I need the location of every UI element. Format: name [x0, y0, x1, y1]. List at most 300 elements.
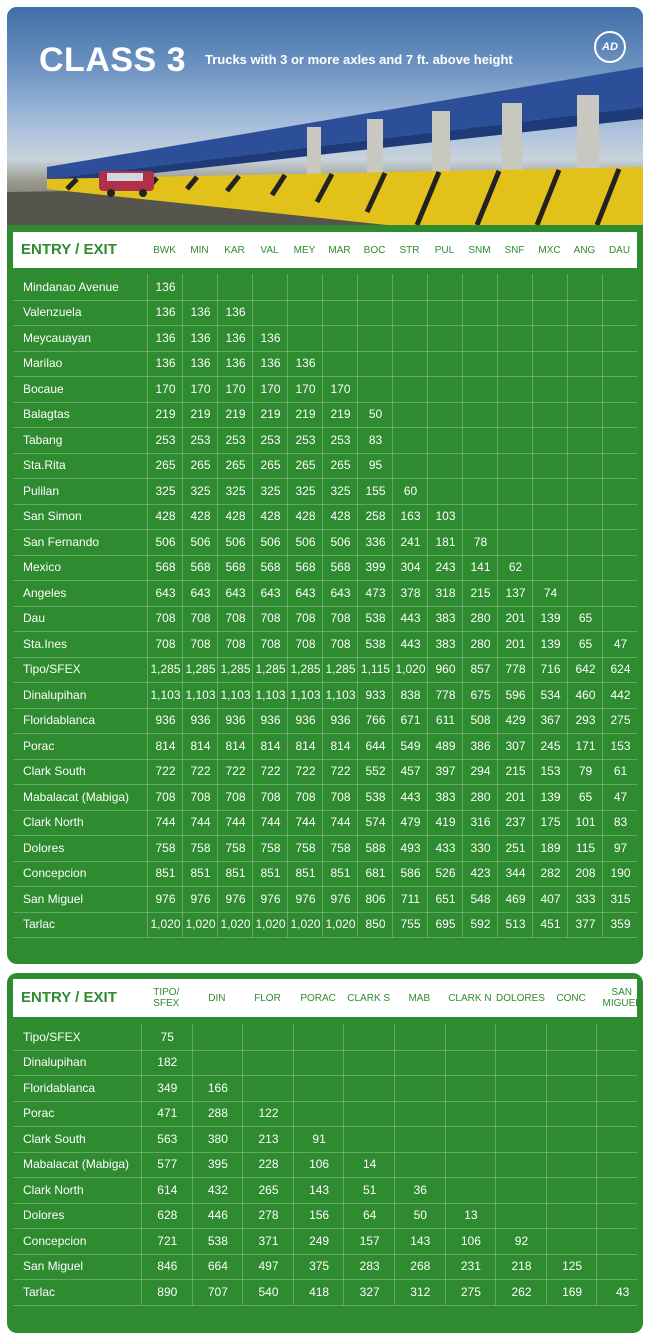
toll-cell: 976 [147, 886, 183, 912]
toll-cell: 976 [217, 886, 253, 912]
toll-cell: 262 [495, 1279, 547, 1305]
column-header: MXC [538, 244, 561, 256]
toll-cell: 170 [322, 376, 358, 402]
empty-cell [497, 427, 533, 453]
row-label: Angeles [23, 585, 67, 600]
toll-cell: 208 [567, 861, 603, 887]
toll-cell: 722 [287, 759, 323, 785]
column-header: CLARK N [448, 992, 492, 1004]
toll-cell: 175 [532, 810, 568, 836]
toll-cell: 125 [546, 1254, 598, 1280]
empty-cell [495, 1152, 547, 1178]
toll-cell: 1,285 [147, 657, 183, 683]
toll-cell: 423 [462, 861, 498, 887]
toll-cell: 457 [392, 759, 428, 785]
toll-cell: 170 [287, 376, 323, 402]
empty-cell [567, 504, 603, 530]
toll-cell: 721 [141, 1228, 193, 1254]
empty-cell [462, 453, 498, 479]
toll-cell: 95 [357, 453, 393, 479]
column-header: PUL [434, 244, 455, 256]
empty-cell [532, 402, 568, 428]
empty-cell [602, 427, 638, 453]
toll-cell: 643 [252, 580, 288, 606]
empty-cell [602, 606, 638, 632]
toll-cell: 442 [602, 682, 638, 708]
column-header: SNM [468, 244, 491, 256]
toll-cell: 814 [217, 733, 253, 759]
toll-cell: 758 [287, 835, 323, 861]
toll-cell: 75 [141, 1024, 193, 1050]
toll-cell: 219 [217, 402, 253, 428]
toll-cell: 936 [182, 708, 218, 734]
empty-cell [287, 325, 323, 351]
toll-cell: 643 [182, 580, 218, 606]
empty-cell [343, 1024, 395, 1050]
table-row [13, 1254, 637, 1281]
toll-cell: 568 [182, 555, 218, 581]
empty-cell [602, 580, 638, 606]
toll-cell: 219 [147, 402, 183, 428]
empty-cell [252, 300, 288, 326]
toll-cell: 1,103 [147, 682, 183, 708]
empty-cell [546, 1075, 598, 1101]
toll-cell: 497 [242, 1254, 294, 1280]
toll-cell: 643 [147, 580, 183, 606]
toll-cell: 1,103 [252, 682, 288, 708]
toll-cell: 744 [147, 810, 183, 836]
empty-cell [462, 402, 498, 428]
toll-cell: 407 [532, 886, 568, 912]
empty-cell [445, 1075, 497, 1101]
empty-cell [567, 453, 603, 479]
toll-cell: 976 [252, 886, 288, 912]
toll-cell: 43 [596, 1279, 643, 1305]
empty-cell [495, 1050, 547, 1076]
empty-cell [602, 453, 638, 479]
toll-cell: 83 [602, 810, 638, 836]
toll-cell: 708 [322, 631, 358, 657]
toll-cell: 265 [217, 453, 253, 479]
empty-cell [394, 1024, 446, 1050]
toll-cell: 419 [427, 810, 463, 836]
toll-cell: 136 [147, 274, 183, 300]
toll-cell: 316 [462, 810, 498, 836]
toll-cell: 1,285 [252, 657, 288, 683]
row-label: Clark North [23, 1182, 84, 1197]
empty-cell [427, 402, 463, 428]
row-label: Dinalupihan [23, 1055, 87, 1070]
empty-cell [602, 402, 638, 428]
toll-cell: 806 [357, 886, 393, 912]
toll-cell: 432 [192, 1177, 244, 1203]
toll-cell: 61 [602, 759, 638, 785]
empty-cell [242, 1050, 294, 1076]
toll-cell: 744 [252, 810, 288, 836]
toll-cell: 13 [445, 1203, 497, 1229]
toll-cell: 190 [602, 861, 638, 887]
empty-cell [546, 1152, 598, 1178]
toll-cell: 708 [322, 606, 358, 632]
empty-cell [596, 1203, 643, 1229]
empty-cell [532, 300, 568, 326]
empty-cell [546, 1024, 598, 1050]
toll-cell: 506 [252, 529, 288, 555]
empty-cell [567, 376, 603, 402]
toll-cell: 288 [192, 1101, 244, 1127]
toll-cell: 143 [293, 1177, 345, 1203]
empty-cell [602, 529, 638, 555]
toll-cell: 473 [357, 580, 393, 606]
empty-cell [596, 1228, 643, 1254]
column-header: DOLORES [496, 992, 545, 1004]
toll-cell: 851 [182, 861, 218, 887]
table-row [13, 300, 637, 327]
table-row [13, 529, 637, 556]
toll-cell: 890 [141, 1279, 193, 1305]
toll-cell: 538 [357, 606, 393, 632]
toll-cell: 681 [357, 861, 393, 887]
toll-cell: 758 [252, 835, 288, 861]
toll-cell: 744 [322, 810, 358, 836]
toll-cell: 156 [293, 1203, 345, 1229]
toll-cell: 695 [427, 912, 463, 938]
toll-cell: 851 [252, 861, 288, 887]
empty-cell [392, 351, 428, 377]
toll-cell: 65 [567, 606, 603, 632]
empty-cell [392, 274, 428, 300]
toll-cell: 708 [217, 784, 253, 810]
toll-cell: 428 [147, 504, 183, 530]
empty-cell [322, 300, 358, 326]
toll-cell: 399 [357, 555, 393, 581]
row-label: Bocaue [23, 381, 64, 396]
empty-cell [293, 1101, 345, 1127]
toll-cell: 219 [322, 402, 358, 428]
toll-cell: 506 [217, 529, 253, 555]
empty-cell [462, 274, 498, 300]
empty-cell [497, 274, 533, 300]
toll-cell: 91 [293, 1126, 345, 1152]
toll-cell: 378 [392, 580, 428, 606]
empty-cell [357, 376, 393, 402]
row-label: Sta.Rita [23, 458, 66, 473]
toll-plaza-illustration [7, 7, 643, 225]
toll-cell: 506 [322, 529, 358, 555]
table-row [13, 759, 637, 786]
empty-cell [497, 376, 533, 402]
toll-cell: 568 [322, 555, 358, 581]
empty-cell [602, 504, 638, 530]
empty-cell [532, 351, 568, 377]
row-label: Mabalacat (Mabiga) [23, 1157, 130, 1172]
toll-cell: 552 [357, 759, 393, 785]
toll-cell: 708 [252, 784, 288, 810]
table-row [13, 912, 637, 939]
row-label: Concepcion [23, 866, 87, 881]
toll-cell: 708 [322, 784, 358, 810]
toll-cell: 258 [357, 504, 393, 530]
toll-cell: 201 [497, 606, 533, 632]
toll-cell: 778 [427, 682, 463, 708]
row-label: Mindanao Avenue [23, 279, 119, 294]
toll-cell: 318 [427, 580, 463, 606]
toll-cell: 371 [242, 1228, 294, 1254]
table-row [13, 376, 637, 403]
empty-cell [427, 453, 463, 479]
row-label: Dolores [23, 1208, 65, 1223]
toll-cell: 336 [357, 529, 393, 555]
toll-cell: 755 [392, 912, 428, 938]
toll-cell: 479 [392, 810, 428, 836]
empty-cell [445, 1101, 497, 1127]
empty-cell [427, 478, 463, 504]
empty-cell [293, 1075, 345, 1101]
column-header: MIN [190, 244, 209, 256]
column-header: FLOR [254, 992, 281, 1004]
toll-cell: 157 [343, 1228, 395, 1254]
empty-cell [242, 1075, 294, 1101]
column-header: MAB [408, 992, 431, 1004]
toll-cell: 253 [252, 427, 288, 453]
column-header: DIN [208, 992, 226, 1004]
toll-cell: 1,285 [322, 657, 358, 683]
toll-cell: 722 [322, 759, 358, 785]
toll-cell: 153 [602, 733, 638, 759]
empty-cell [497, 504, 533, 530]
empty-cell [596, 1050, 643, 1076]
toll-cell: 716 [532, 657, 568, 683]
toll-cell: 526 [427, 861, 463, 887]
empty-cell [567, 351, 603, 377]
column-header: STR [399, 244, 420, 256]
table-row [13, 1024, 637, 1051]
toll-cell: 443 [392, 631, 428, 657]
toll-cell: 64 [343, 1203, 395, 1229]
toll-cell: 1,285 [217, 657, 253, 683]
toll-cell: 506 [147, 529, 183, 555]
toll-cell: 155 [357, 478, 393, 504]
toll-cell: 976 [287, 886, 323, 912]
toll-cell: 708 [252, 631, 288, 657]
toll-cell: 280 [462, 606, 498, 632]
toll-cell: 231 [445, 1254, 497, 1280]
page-subtitle: Trucks with 3 or more axles and 7 ft. above height [205, 52, 513, 67]
empty-cell [596, 1254, 643, 1280]
toll-cell: 851 [287, 861, 323, 887]
toll-cell: 359 [602, 912, 638, 938]
toll-cell: 428 [322, 504, 358, 530]
toll-cell: 1,020 [182, 912, 218, 938]
toll-cell: 708 [147, 631, 183, 657]
table-row [13, 682, 637, 709]
row-label: Clark South [23, 1131, 86, 1146]
toll-cell: 265 [147, 453, 183, 479]
table-row [13, 1177, 637, 1204]
toll-cell: 141 [462, 555, 498, 581]
column-header: PORAC [300, 992, 336, 1004]
toll-cell: 170 [252, 376, 288, 402]
toll-cell: 106 [293, 1152, 345, 1178]
empty-cell [394, 1101, 446, 1127]
empty-cell [427, 376, 463, 402]
toll-cell: 136 [287, 351, 323, 377]
toll-cell: 182 [141, 1050, 193, 1076]
toll-cell: 548 [462, 886, 498, 912]
toll-cell: 171 [567, 733, 603, 759]
toll-cell: 136 [252, 325, 288, 351]
toll-cell: 344 [497, 861, 533, 887]
empty-cell [293, 1050, 345, 1076]
table-row [13, 325, 637, 352]
toll-cell: 103 [427, 504, 463, 530]
toll-cell: 708 [287, 784, 323, 810]
empty-cell [462, 351, 498, 377]
toll-cell: 708 [182, 784, 218, 810]
toll-cell: 62 [497, 555, 533, 581]
toll-cell: 47 [602, 784, 638, 810]
toll-cell: 36 [394, 1177, 446, 1203]
toll-cell: 253 [147, 427, 183, 453]
column-header: SAN MIGUEL [602, 987, 641, 1009]
toll-cell: 265 [322, 453, 358, 479]
toll-cell: 722 [252, 759, 288, 785]
empty-cell [392, 427, 428, 453]
empty-cell [532, 274, 568, 300]
empty-cell [602, 300, 638, 326]
toll-cell: 377 [567, 912, 603, 938]
empty-cell [497, 300, 533, 326]
toll-cell: 1,020 [287, 912, 323, 938]
toll-cell: 60 [392, 478, 428, 504]
toll-cell: 574 [357, 810, 393, 836]
empty-cell [343, 1075, 395, 1101]
table2-header [13, 979, 641, 1017]
toll-cell: 330 [462, 835, 498, 861]
row-label: Floridablanca [23, 713, 96, 728]
empty-cell [495, 1126, 547, 1152]
toll-cell: 153 [532, 759, 568, 785]
toll-cell: 568 [147, 555, 183, 581]
toll-cell: 428 [182, 504, 218, 530]
toll-cell: 395 [192, 1152, 244, 1178]
toll-cell: 513 [497, 912, 533, 938]
table1-header [13, 232, 637, 268]
toll-cell: 380 [192, 1126, 244, 1152]
toll-cell: 471 [141, 1101, 193, 1127]
toll-cell: 139 [532, 606, 568, 632]
toll-cell: 397 [427, 759, 463, 785]
toll-cell: 758 [322, 835, 358, 861]
toll-cell: 708 [182, 606, 218, 632]
empty-cell [392, 300, 428, 326]
table-row [13, 733, 637, 760]
empty-cell [217, 274, 253, 300]
empty-cell [445, 1050, 497, 1076]
empty-cell [495, 1075, 547, 1101]
empty-cell [602, 274, 638, 300]
toll-cell: 611 [427, 708, 463, 734]
toll-cell: 253 [287, 427, 323, 453]
empty-cell [495, 1203, 547, 1229]
empty-cell [427, 351, 463, 377]
empty-cell [392, 376, 428, 402]
toll-cell: 325 [322, 478, 358, 504]
toll-cell: 97 [602, 835, 638, 861]
toll-cell: 166 [192, 1075, 244, 1101]
toll-cell: 1,103 [217, 682, 253, 708]
page-title: CLASS 3 [39, 41, 187, 79]
table-row [13, 784, 637, 811]
column-header: VAL [260, 244, 279, 256]
toll-cell: 228 [242, 1152, 294, 1178]
empty-cell [462, 504, 498, 530]
toll-cell: 219 [287, 402, 323, 428]
toll-cell: 275 [445, 1279, 497, 1305]
empty-cell [427, 325, 463, 351]
empty-cell [293, 1024, 345, 1050]
toll-cell: 643 [287, 580, 323, 606]
row-label: Concepcion [23, 1233, 87, 1248]
toll-cell: 253 [217, 427, 253, 453]
toll-cell: 1,103 [287, 682, 323, 708]
toll-cell: 304 [392, 555, 428, 581]
toll-cell: 65 [567, 631, 603, 657]
empty-cell [427, 300, 463, 326]
toll-cell: 538 [357, 631, 393, 657]
row-label: Tarlac [23, 917, 56, 932]
toll-cell: 708 [147, 606, 183, 632]
empty-cell [462, 300, 498, 326]
table-row [13, 835, 637, 862]
toll-cell: 592 [462, 912, 498, 938]
toll-cell: 506 [182, 529, 218, 555]
toll-cell: 429 [497, 708, 533, 734]
toll-cell: 201 [497, 784, 533, 810]
toll-cell: 201 [497, 631, 533, 657]
toll-cell: 349 [141, 1075, 193, 1101]
empty-cell [322, 274, 358, 300]
empty-cell [532, 325, 568, 351]
empty-cell [394, 1126, 446, 1152]
toll-cell: 253 [322, 427, 358, 453]
toll-cell: 315 [602, 886, 638, 912]
empty-cell [497, 529, 533, 555]
column-header: ANG [573, 244, 596, 256]
table-row [13, 810, 637, 837]
toll-cell: 778 [497, 657, 533, 683]
toll-cell: 327 [343, 1279, 395, 1305]
empty-cell [392, 325, 428, 351]
toll-cell: 215 [497, 759, 533, 785]
empty-cell [602, 325, 638, 351]
toll-cell: 814 [287, 733, 323, 759]
toll-cell: 325 [252, 478, 288, 504]
toll-cell: 251 [497, 835, 533, 861]
table-row [13, 1203, 637, 1230]
toll-cell: 307 [497, 733, 533, 759]
toll-cell: 265 [182, 453, 218, 479]
toll-cell: 219 [252, 402, 288, 428]
empty-cell [357, 300, 393, 326]
toll-cell: 189 [532, 835, 568, 861]
toll-cell: 489 [427, 733, 463, 759]
toll-cell: 136 [147, 351, 183, 377]
row-label: Tabang [23, 432, 63, 447]
toll-cell: 850 [357, 912, 393, 938]
empty-cell [357, 274, 393, 300]
toll-cell: 644 [357, 733, 393, 759]
